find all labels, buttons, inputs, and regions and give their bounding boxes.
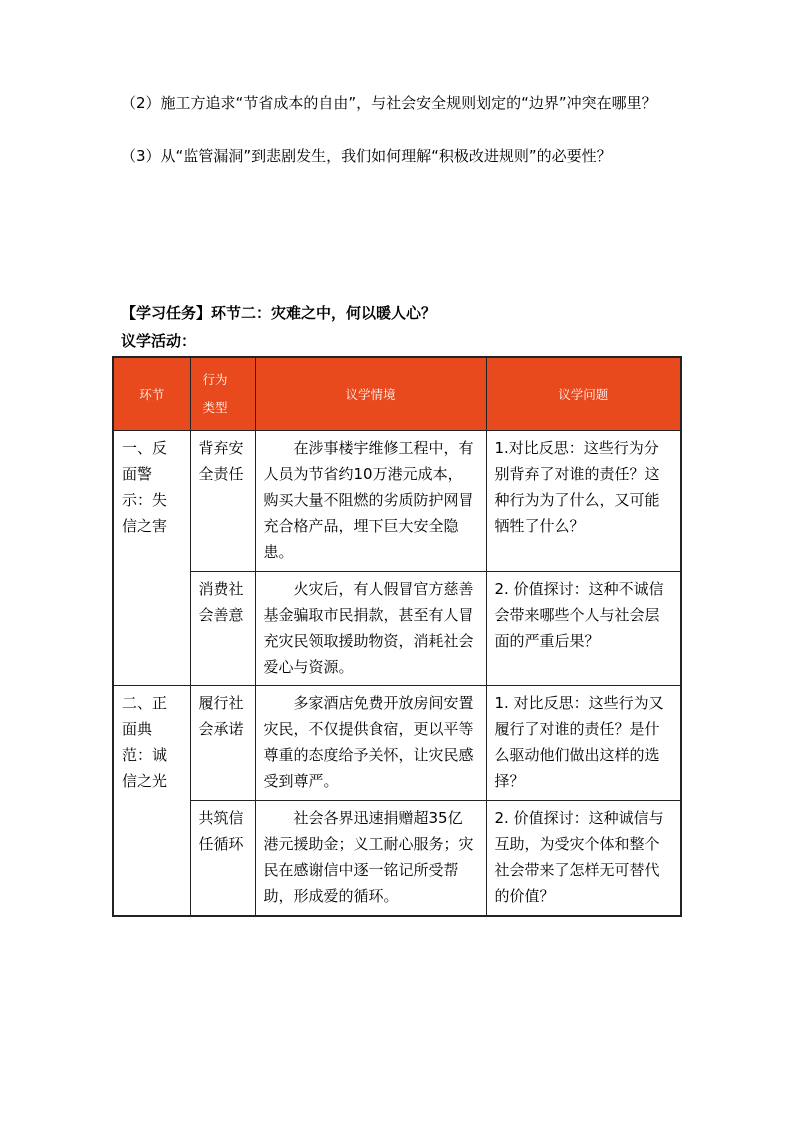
task-heading: 【学习任务】环节二：灾难之中，何以暖人心？ [121,304,437,322]
table-row [113,686,681,801]
discussion-question: 2. 价值探讨：这种不诚信会带来哪些个人与社会层面的严重后果？ [486,572,681,686]
table-row [113,801,681,917]
section-title: 二、正面典范：诚信之光 [113,686,190,917]
header-type-line1: 行为 [202,372,228,387]
header-type [190,357,255,431]
table-row [113,431,681,572]
discussion-scene: 多家酒店免费开放房间安置灾民，不仅提供食宿，更以平等尊重的态度给予关怀，让灾民感受到尊严。 [255,686,486,801]
question-2: （2）施工方追求“节省成本的自由”，与社会安全规则划定的“边界”冲突在哪里？ [121,94,657,112]
activity-label: 议学活动： [121,332,197,350]
question-3: （3）从“监管漏洞”到悲剧发生，我们如何理解“积极改进规则”的必要性？ [121,147,612,165]
header-scene: 议学情境 [255,357,486,431]
discussion-question: 2. 价值探讨：这种诚信与互助，为受灾个体和整个社会带来了怎样无可替代的价值？ [486,801,681,917]
discussion-scene: 在涉事楼宇维修工程中，有人员为节省约10万港元成本，购买大量不阻燃的劣质防护网冒充合格产品，埋下巨大安全隐患。 [255,431,486,572]
header-section: 环节 [113,357,190,431]
discussion-scene: 火灾后，有人假冒官方慈善基金骗取市民捐款，甚至有人冒充灾民领取援助物资，消耗社会爱心与资源。 [255,572,486,686]
behavior-type: 共筑信任循环 [190,801,255,917]
table-header-row [113,357,681,431]
header-question: 议学问题 [486,357,681,431]
behavior-type: 消费社会善意 [190,572,255,686]
discussion-question: 1. 对比反思：这些行为又履行了对谁的责任？是什么驱动他们做出这样的选择？ [486,686,681,801]
discussion-question: 1.对比反思：这些行为分别背弃了对谁的责任？这种行为为了什么，又可能牺牲了什么？ [486,431,681,572]
header-type-line2: 类型 [202,400,228,415]
discussion-table [112,356,682,917]
table-row [113,572,681,686]
behavior-type: 背弃安全责任 [190,431,255,572]
section-title: 一、反面警示：失信之害 [113,431,190,686]
discussion-scene: 社会各界迅速捐赠超35亿港元援助金；义工耐心服务；灾民在感谢信中逐一铭记所受帮助，形成爱的循环。 [255,801,486,917]
behavior-type: 履行社会承诺 [190,686,255,801]
